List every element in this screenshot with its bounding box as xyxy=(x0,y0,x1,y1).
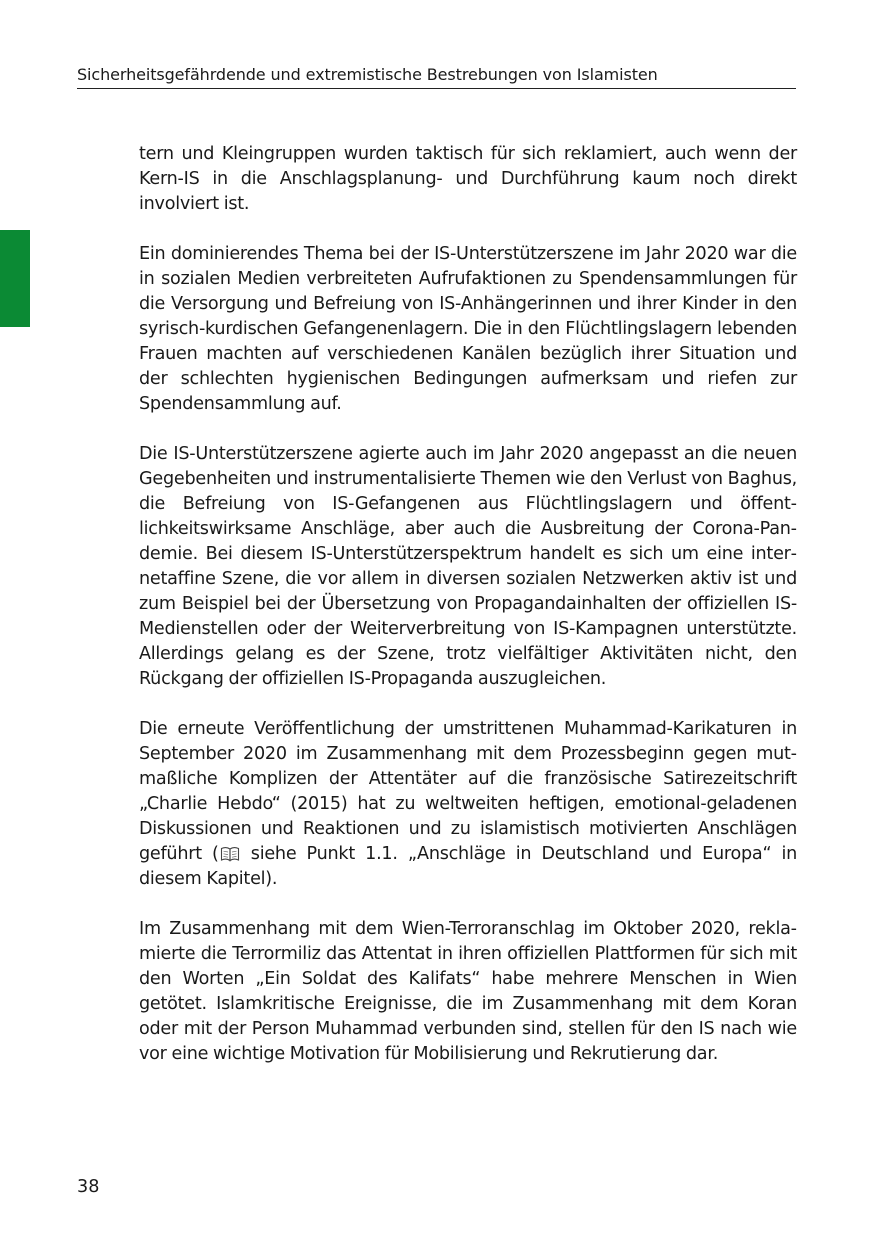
open-book-icon xyxy=(220,845,240,861)
paragraph-1: tern und Kleingruppen wurden taktisch für sich reklamiert, auch wenn der Kern-IS in die Anschlagsplanung- und Durchführung kaum noch direkt involviert ist. xyxy=(139,144,797,214)
paragraph-4-text-before: Die erneute Veröffentlichung der umstrittenen Muhammad-Karikaturen in September 2020 im Zusammenhang mit dem Prozessbeginn gegen mutmaßliche Komplizen der Attentäter auf die französische Satirezeitschrift „Charlie Hebdo“ (2015) hat zu weltweiten heftigen, emotional-geladenen Diskussionen und Reaktionen und zu islamistisch motivierten Anschlägen geführt ( xyxy=(139,719,797,864)
main-text xyxy=(139,142,797,1092)
page-number: 38 xyxy=(77,1177,100,1197)
paragraph-3: Die IS-Unterstützerszene agierte auch im Jahr 2020 angepasst an die neuen Gegebenheiten und instrumentalisierte Themen wie den Verlust von Baghus, die Befreiung von IS-Gefangenen aus Flüchtlingslagern und öffentlichkeitswirksame Anschläge, aber auch die Ausbreitung der Corona-Pandemie. Bei diesem IS-Unterstützerspektrum handelt es sich um eine internetaffine Szene, die vor allem in diversen sozialen Netzwerken aktiv ist und zum Beispiel bei der Übersetzung von Propagandainhalten der offiziellen IS-Medienstellen oder der Weiterverbreitung von IS-Kampagnen unterstützte. Allerdings gelang es der Szene, trotz vielfältiger Aktivitäten nicht, den Rückgang der offiziellen IS-Propaganda auszugleichen. xyxy=(139,444,797,689)
header-divider xyxy=(77,88,796,89)
running-header: Sicherheitsgefährdende und extremistische Bestrebungen von Islamisten xyxy=(77,65,658,84)
paragraph-4-text-after: siehe Punkt 1.1. „Anschläge in Deutschland und Europa“ in diesem Kapitel). xyxy=(139,844,797,889)
paragraph-2: Ein dominierendes Thema bei der IS-Unterstützerszene im Jahr 2020 war die in sozialen Medien verbreiteten Aufrufaktionen zu Spendensammlungen für die Versorgung und Befreiung von IS-Anhängerinnen und ihrer Kinder in den syrisch-kurdischen Gefangenenlagern. Die in den Flüchtlingslagern lebenden Frauen machten auf verschiedenen Kanälen bezüglich ihrer Situation und der schlechten hygienischen Bedingungen aufmerksam und riefen zur Spendensammlung auf. xyxy=(139,244,797,414)
paragraph-5: Im Zusammenhang mit dem Wien-Terroranschlag im Oktober 2020, reklamierte die Terrormiliz das Attentat in ihren offiziellen Plattformen für sich mit den Worten „Ein Soldat des Kalifats“ habe mehrere Menschen in Wien getötet. Islamkritische Ereignisse, die im Zusammenhang mit dem Koran oder mit der Person Muhammad verbunden sind, stellen für den IS nach wie vor eine wichtige Motivation für Mobilisierung und Rekrutierung dar. xyxy=(139,919,797,1064)
chapter-color-marker xyxy=(0,230,30,327)
paragraph-4 xyxy=(139,717,797,892)
